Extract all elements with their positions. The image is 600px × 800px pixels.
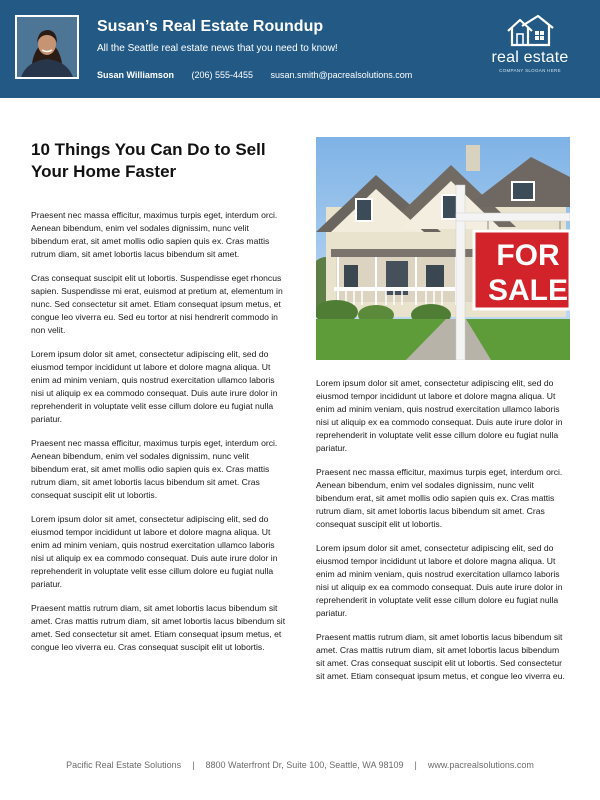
sign-text-sale: SALE <box>487 274 569 307</box>
article-paragraph: Praesent mattis rutrum diam, sit amet lobortis lacus bibendum sit amet. Cras mattis rutrum diam, sit amet lobortis lacus bibendum sit amet. Cras consequat suscipit elit ut lobortis. Sed consectetur sit amet. Etiam consequat ipsum metus, et congue leo viverra eu. <box>316 632 565 681</box>
article-paragraph: Praesent nec massa efficitur, maximus turpis eget, interdum orci. Aenean bibendum, enim vel sodales dignissim, nunc velit bibendum erat, sit amet mollis odio sapien quis ex. Cras mattis rutrum diam, sit amet lobortis lacus bibendum sit amet. Cras consequat suscipit elit ut lobortis. <box>316 467 563 529</box>
article-paragraph: Cras consequat suscipit elit ut lobortis. Suspendisse eget rhoncus sapien. Suspendisse mi erat, euismod at pretium at, elementum in nunc. Sed consectetur sit amet. Etiam consequat ipsum metus, et congue leo viverra eu. Sed eu tortor at nisi hendrerit commodo in non velit. <box>31 273 283 335</box>
footer-separator: | <box>192 760 195 770</box>
article-right-column <box>316 377 570 694</box>
footer-address: 8800 Waterfront Dr, Suite 100, Seattle, WA 98109 <box>205 760 404 770</box>
article-paragraph: Praesent nec massa efficitur, maximus turpis eget, interdum orci. Aenean bibendum, enim vel sodales dignissim, nunc velit bibendum erat, sit amet mollis odio sapien quis ex. Cras mattis rutrum diam, sit amet lobortis lacus bibendum sit amet. Cras consequat suscipit elit ut lobortis. <box>31 438 278 500</box>
newsletter-title: Susan’s Real Estate Roundup <box>97 18 324 35</box>
agent-avatar <box>15 15 79 79</box>
house-logo-icon <box>505 14 555 48</box>
hero-house-photo <box>316 137 570 360</box>
article-paragraph: Lorem ipsum dolor sit amet, consectetur adipiscing elit, sed do eiusmod tempor incididunt ut labore et dolore magna aliqua. Ut enim ad minim veniam, quis nostrud exercitation ullamco laboris nisi ut aliquip ex ea commodo consequat. Duis aute irure dolor in reprehenderit in voluptate velit esse cillum dolore eu fugiat nulla pariatur. <box>316 378 563 453</box>
newsletter-tagline: All the Seattle real estate news that you need to know! <box>97 43 338 54</box>
agent-name: Susan Williamson <box>97 70 174 80</box>
logo-slogan: COMPANY SLOGAN HERE <box>499 68 561 73</box>
page-footer <box>0 760 600 770</box>
article-left-column <box>31 209 287 665</box>
article-paragraph: Praesent mattis rutrum diam, sit amet lobortis lacus bibendum sit amet. Cras mattis rutrum diam, sit amet lobortis lacus bibendum sit amet. Sed consectetur sit amet. Etiam consequat ipsum metus, et congue leo viverra eu. Cras consequat suscipit elit ut lobortis. <box>31 603 286 652</box>
sign-text-for: FOR <box>496 239 560 272</box>
article-paragraph: Lorem ipsum dolor sit amet, consectetur adipiscing elit, sed do eiusmod tempor incididunt ut labore et dolore magna aliqua. Ut enim ad minim veniam, quis nostrud exercitation ullamco laboris nisi ut aliquip ex ea commodo consequat. Duis aute irure dolor in reprehenderit in voluptate velit esse cillum dolore eu fugiat nulla pariatur. <box>316 543 563 618</box>
header-banner <box>0 0 600 98</box>
footer-company: Pacific Real Estate Solutions <box>66 760 182 770</box>
article-paragraph: Praesent nec massa efficitur, maximus turpis eget, interdum orci. Aenean bibendum, enim vel sodales dignissim, nunc velit bibendum erat, sit amet mollis odio sapien quis ex. Cras mattis rutrum diam, sit amet lobortis lacus bibendum sit amet. <box>31 210 278 259</box>
article-paragraph: Lorem ipsum dolor sit amet, consectetur adipiscing elit, sed do eiusmod tempor incididunt ut labore et dolore magna aliqua. Ut enim ad minim veniam, quis nostrud exercitation ullamco laboris nisi ut aliquip ex ea commodo consequat. Duis aute irure dolor in reprehenderit in voluptate velit esse cillum dolore eu fugiat nulla pariatur. <box>31 514 278 589</box>
company-logo <box>480 14 580 84</box>
agent-email[interactable]: susan.smith@pacrealsolutions.com <box>270 70 413 80</box>
article-headline: 10 Things You Can Do to Sell Your Home Faster <box>31 140 266 181</box>
agent-phone[interactable]: (206) 555-4455 <box>191 70 253 80</box>
logo-wordmark: real estate <box>491 49 569 66</box>
contact-info <box>97 70 427 80</box>
article-paragraph: Lorem ipsum dolor sit amet, consectetur adipiscing elit, sed do eiusmod tempor incididunt ut labore et dolore magna aliqua. Ut enim ad minim veniam, quis nostrud exercitation ullamco laboris nisi ut aliquip ex ea commodo consequat. Duis aute irure dolor in reprehenderit in voluptate velit esse cillum dolore eu fugiat nulla pariatur. <box>31 349 278 424</box>
footer-website-link[interactable]: www.pacrealsolutions.com <box>427 760 534 770</box>
house-for-sale-illustration <box>316 137 570 360</box>
agent-portrait-icon <box>17 17 77 77</box>
footer-separator: | <box>414 760 417 770</box>
